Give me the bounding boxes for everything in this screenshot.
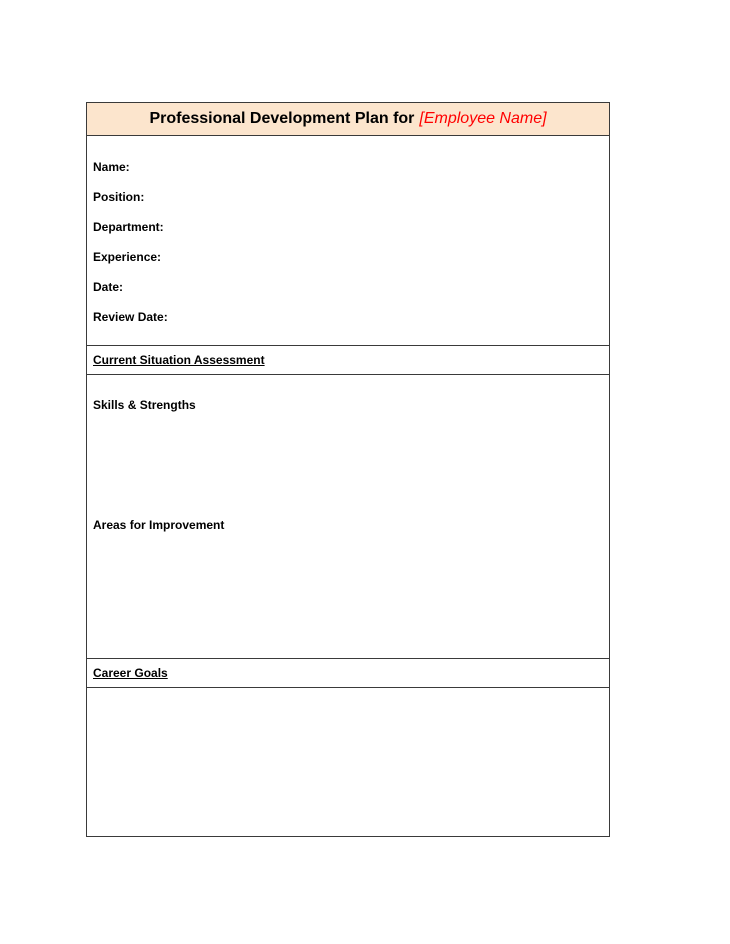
department-label: Department: bbox=[93, 220, 164, 234]
skills-strengths-label: Skills & Strengths bbox=[93, 398, 196, 412]
career-goals-header: Career Goals bbox=[93, 666, 168, 680]
assessment-body bbox=[87, 375, 609, 659]
position-label: Position: bbox=[93, 190, 145, 204]
career-goals-header-row bbox=[87, 659, 609, 688]
experience-label: Experience: bbox=[93, 250, 162, 264]
assessment-header-row bbox=[87, 346, 609, 375]
plan-title: Professional Development Plan for bbox=[149, 110, 415, 127]
date-label: Date: bbox=[93, 280, 124, 294]
assessment-header: Current Situation Assessment bbox=[93, 353, 265, 367]
employee-name-placeholder: [Employee Name] bbox=[419, 110, 547, 127]
development-plan-table bbox=[86, 102, 610, 837]
review-date-label: Review Date: bbox=[93, 310, 168, 324]
areas-for-improvement-label: Areas for Improvement bbox=[93, 518, 225, 532]
employee-info-section bbox=[87, 136, 609, 346]
title-row bbox=[87, 103, 609, 136]
name-label: Name: bbox=[93, 160, 130, 174]
career-goals-body bbox=[87, 688, 609, 836]
